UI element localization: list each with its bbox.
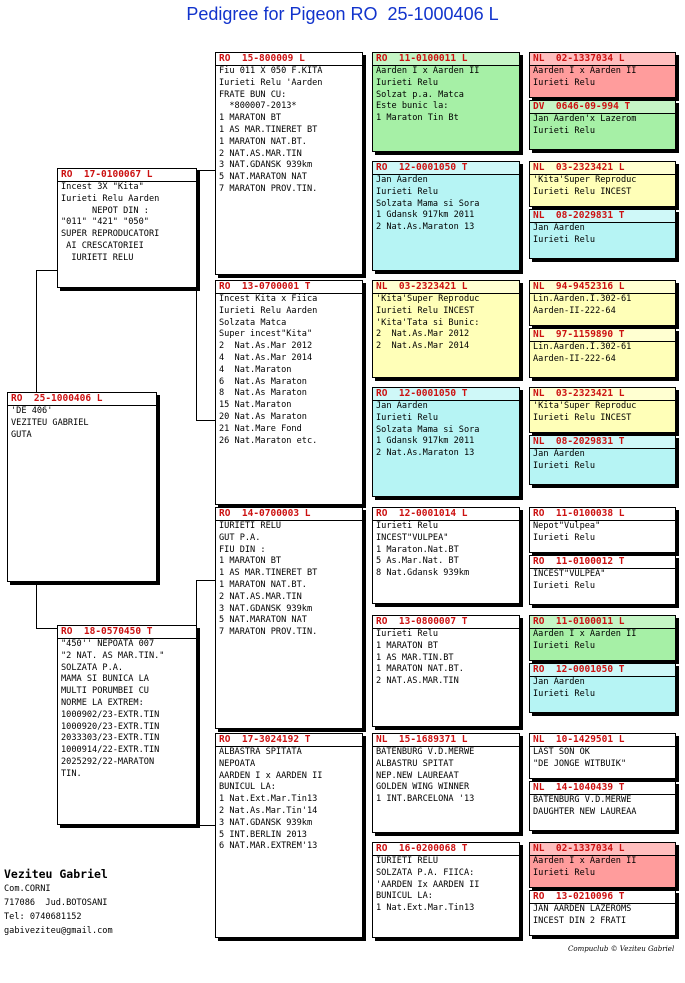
card-line: MULTI PORUMBEI CU (61, 686, 149, 697)
pedigree-card-g4-14 (529, 781, 676, 831)
pedigree-card-g4-2 (529, 100, 676, 150)
card-line: 1000920/23-EXTR.TIN (61, 721, 160, 732)
card-line: 3 NAT.GDANSK 939km (219, 603, 313, 614)
pedigree-card-g4-6 (529, 328, 676, 378)
card-line: 1 MARATON NAT.BT. (219, 579, 307, 590)
ring-number: RO 13-0800007 T (373, 616, 519, 629)
card-line: 2 Nat.As.Maraton 13 (376, 222, 475, 233)
card-line: Solzat p.a. Matca (376, 89, 464, 100)
footer-credit: Compuclub © Veziteu Gabriel (568, 945, 675, 953)
card-line: IURIETI RELU (61, 252, 134, 263)
card-line: JAN AARDEN LAZEROMS (533, 904, 632, 914)
card-line: AI CRESCATORIEI (61, 240, 144, 251)
card-line: SUPER REPRODUCATORI (61, 229, 160, 240)
owner-email: gabiveziteu@gmail.com (4, 926, 113, 936)
ring-number: RO 14-0700003 L (216, 508, 362, 521)
card-line: 1 Nat.Ext.Mar.Tin13 (219, 794, 318, 805)
connector-line (36, 628, 58, 629)
ring-number: NL 10-1429501 L (530, 734, 675, 747)
card-line: 1 MARATON NAT.BT. (219, 136, 307, 147)
card-line: AARDEN I x AARDEN II (219, 770, 323, 781)
card-line: Jan Aarden (376, 175, 428, 185)
card-line: 2 NAT.AS.MAR.TIN (219, 148, 302, 159)
connector-line (36, 580, 37, 628)
pedigree-card-g4-7 (529, 387, 676, 433)
pedigree-card-sire-sire (215, 52, 363, 275)
card-line: 8 Nat.As Maraton (219, 388, 307, 399)
ring-number: RO 13-0210096 T (530, 891, 675, 904)
card-line: 1 Gdansk 917km 2011 (376, 210, 475, 221)
pedigree-card-g4-1 (529, 52, 676, 98)
card-line: 1 MARATON BT (376, 640, 439, 651)
card-line: 2 Nat.As.Mar 2014 (376, 341, 470, 352)
card-line: ALBASTRA SPITATA (219, 747, 302, 757)
ring-number: RO 16-0200068 T (373, 843, 519, 856)
card-line: 1 Maraton.Nat.BT (376, 544, 459, 555)
pedigree-card-g4-11 (529, 615, 676, 661)
card-line: LAST SON OK (533, 747, 590, 757)
card-line: 'Kita'Super Reproduc (533, 401, 637, 411)
card-line: NORME LA EXTREM: (61, 697, 144, 708)
pedigree-card-dam-dam (215, 733, 363, 938)
card-line: FIU DIN : (219, 544, 266, 555)
card-line: "2 NAT. AS MAR.TIN." (61, 650, 165, 661)
ring-number: RO 11-0100011 L (530, 616, 675, 629)
card-line: 'Kita'Super Reproduc (533, 175, 637, 185)
card-line: INCEST"VULPEA" (533, 569, 606, 579)
card-line: 6 NAT.MAR.EXTREM'13 (219, 841, 318, 852)
pedigree-card-dam-sire (215, 507, 363, 729)
card-line: 1000914/22-EXTR.TIN (61, 745, 160, 756)
ring-number: DV 0646-09-994 T (530, 101, 675, 114)
card-line: Lin.Aarden.I.302-61 (533, 342, 632, 352)
card-line: Lin.Aarden.I.302-61 (533, 294, 632, 304)
card-line: 26 Nat.Maraton etc. (219, 435, 318, 446)
card-line: Jan Aarden (533, 223, 585, 233)
card-line: Iurieti Relu (533, 867, 596, 878)
page-title: Pedigree for Pigeon RO 25-1000406 L (186, 4, 499, 24)
card-line: Iurieti Relu (533, 460, 596, 471)
card-line: 2 Nat.As.Mar 2012 (376, 329, 470, 340)
card-line: ALBASTRU SPITAT (376, 758, 454, 769)
connector-line (196, 825, 216, 826)
card-line: 2 NAT.AS.MAR.TIN (219, 591, 302, 602)
owner-address: 717086 Jud.BOTOSANI (4, 898, 108, 908)
card-line: 1 MARATON BT (219, 113, 282, 124)
card-line: 8 Nat.Gdansk 939km (376, 568, 470, 579)
card-line: Super incest"Kita" (219, 329, 313, 340)
ring-number: RO 17-0100067 L (58, 169, 196, 182)
card-line: Iurieti Relu (376, 629, 439, 639)
pedigree-card-subject (7, 392, 157, 582)
card-line: 5 INT.BERLIN 2013 (219, 829, 307, 840)
card-line: SOLZATA P.A. (61, 662, 124, 673)
card-line: Fiu 011 X 050 F.KITA (219, 66, 323, 76)
pedigree-card-g3-2 (372, 161, 520, 271)
owner-info (4, 866, 204, 938)
pedigree-card-g4-10 (529, 555, 676, 605)
connector-line (196, 420, 216, 421)
ring-number: NL 03-2323421 L (530, 162, 675, 175)
card-line: Jan Aarden (533, 677, 585, 687)
card-line: FRATE BUN CU: (219, 89, 287, 100)
pedigree-card-g3-4 (372, 387, 520, 497)
card-line: Iurieti Relu INCEST (376, 305, 475, 316)
ring-number: NL 03-2323421 L (530, 388, 675, 401)
ring-number: NL 97-1159890 T (530, 329, 675, 342)
card-line: 1 AS MAR.TINERET BT (219, 124, 318, 135)
card-line: Aarden I x Aarden II (533, 66, 637, 76)
ring-number: RO 25-1000406 L (8, 393, 156, 406)
card-line: 6 Nat.As Maraton (219, 376, 307, 387)
card-line: INCEST DIN 2 FRATI (533, 915, 627, 926)
ring-number: NL 94-9452316 L (530, 281, 675, 294)
card-line: "450'' NEPOATA 007 (61, 639, 155, 649)
card-line: Iurieti Relu INCEST (533, 186, 632, 197)
ring-number: NL 02-1337034 L (530, 843, 675, 856)
card-line: 3 NAT.GDANSK 939km (219, 817, 313, 828)
owner-address: Com.CORNI (4, 884, 51, 894)
ring-number: RO 13-0700001 T (216, 281, 362, 294)
card-line: 'AARDEN Ix AARDEN II (376, 879, 480, 890)
pedigree-card-g3-8 (372, 842, 520, 938)
card-line: 5 NAT.MARATON NAT (219, 615, 307, 626)
card-line: 5 As.Mar.Nat. BT (376, 556, 459, 567)
card-line: Iurieti Relu (376, 77, 439, 88)
pedigree-card-dam (57, 625, 197, 825)
pedigree-card-sire (57, 168, 197, 288)
card-line: IURIETI RELU (376, 856, 439, 866)
card-line: VEZITEU GABRIEL (11, 417, 89, 428)
ring-number: RO 12-0001050 T (373, 388, 519, 401)
card-line: 5 NAT.MARATON NAT (219, 172, 307, 183)
ring-number: RO 11-0100012 T (530, 556, 675, 569)
card-line: 21 Nat.Mare Fond (219, 423, 302, 434)
card-line: 20 Nat.As Maraton (219, 411, 307, 422)
card-line: 1 AS MAR.TINERET BT (219, 568, 318, 579)
card-line: "DE JONGE WITBUIK" (533, 758, 627, 769)
pedigree-card-g4-13 (529, 733, 676, 779)
card-line: NEPOATA (219, 758, 256, 769)
card-line: BATENBURG V.D.MERWE (376, 747, 475, 757)
card-line: Solzata Matca (219, 317, 287, 328)
card-line: Jan Aarden (376, 401, 428, 411)
pedigree-card-g3-6 (372, 615, 520, 727)
card-line: 2033303/23-EXTR.TIN (61, 733, 160, 744)
card-line: 1 Gdansk 917km 2011 (376, 436, 475, 447)
card-line: 4 Nat.Maraton (219, 364, 292, 375)
ring-number: RO 11-0100038 L (530, 508, 675, 521)
ring-number: RO 11-0100011 L (373, 53, 519, 66)
pedigree-card-g3-3 (372, 280, 520, 378)
card-line: DAUGHTER NEW LAUREAA (533, 806, 637, 817)
card-line: 3 NAT.GDANSK 939km (219, 160, 313, 171)
ring-number: NL 03-2323421 L (373, 281, 519, 294)
card-line: Nepot"Vulpea" (533, 521, 601, 531)
ring-number: NL 02-1337034 L (530, 53, 675, 66)
card-line: BUNICUL LA: (376, 891, 433, 902)
ring-number: RO 12-0001050 T (530, 664, 675, 677)
ring-number: RO 15-800009 L (216, 53, 362, 66)
ring-number: RO 12-0001014 L (373, 508, 519, 521)
card-line: 2 NAT.AS.MAR.TIN (376, 676, 459, 687)
card-line: 4 Nat.As.Mar 2014 (219, 352, 313, 363)
card-line: Solzata Mama si Sora (376, 198, 480, 209)
card-line: 7 MARATON PROV.TIN. (219, 183, 318, 194)
card-line: 2025292/22-MARATON (61, 756, 155, 767)
card-line: Iurieti Relu (533, 77, 596, 88)
pedigree-card-g4-16 (529, 890, 676, 936)
card-line: Iurieti Relu INCEST (533, 412, 632, 423)
card-line: Iurieti Relu (376, 521, 439, 531)
card-line: Iurieti Relu (376, 412, 439, 423)
connector-line (36, 270, 58, 271)
pedigree-card-g4-12 (529, 663, 676, 713)
ring-number: RO 12-0001050 T (373, 162, 519, 175)
card-line: 1 AS MAR.TIN.BT (376, 652, 454, 663)
card-line: GUT P.A. (219, 532, 261, 543)
pedigree-card-g4-8 (529, 435, 676, 485)
card-line: 1 Nat.Ext.Mar.Tin13 (376, 903, 475, 914)
card-line: 2 Nat.As.Mar 2012 (219, 341, 313, 352)
ring-number: RO 18-0570450 T (58, 626, 196, 639)
connector-line (36, 270, 37, 394)
card-line: SOLZATA P.A. FIICA: (376, 867, 475, 878)
card-line: Iurieti Relu 'Aarden (219, 77, 323, 88)
card-line: Incest 3X "Kita" (61, 182, 144, 192)
card-line: 1000902/23-EXTR.TIN (61, 709, 160, 720)
card-line: *800007-2013* (219, 101, 297, 112)
pedigree-card-g4-5 (529, 280, 676, 326)
pedigree-card-g3-7 (372, 733, 520, 833)
ring-number: NL 08-2029831 T (530, 436, 675, 449)
card-line: Este bunic la: (376, 101, 449, 112)
card-line: Jan Aarden (533, 449, 585, 459)
card-line: NEP.NEW LAUREAAT (376, 770, 459, 781)
card-line: 15 Nat.Maraton (219, 400, 292, 411)
owner-phone: Tel: 0740681152 (4, 912, 82, 922)
card-line: 'Kita'Super Reproduc (376, 294, 480, 304)
card-line: Iurieti Relu (533, 532, 596, 543)
card-line: Incest Kita x Fiica (219, 294, 318, 304)
ring-number: NL 15-1689371 L (373, 734, 519, 747)
card-line: Iurieti Relu (376, 186, 439, 197)
card-line: 2 Nat.As.Maraton 13 (376, 448, 475, 459)
card-line: Iurieti Relu (533, 125, 596, 136)
card-line: GOLDEN WING WINNER (376, 782, 470, 793)
card-line: BATENBURG V.D.MERWE (533, 795, 632, 805)
card-line: Iurieti Relu (533, 234, 596, 245)
pedigree-card-sire-dam (215, 280, 363, 505)
card-line: MAMA SI BUNICA LA (61, 674, 149, 685)
card-line: 'DE 406' (11, 406, 53, 416)
ring-number: NL 08-2029831 T (530, 210, 675, 223)
ring-number: NL 14-1040439 T (530, 782, 675, 795)
card-line: Aarden I x Aarden II (533, 856, 637, 866)
card-line: TIN. (61, 768, 82, 779)
card-line: Aarden I x Aarden II (376, 66, 480, 76)
card-line: Iurieti Relu (533, 640, 596, 651)
pedigree-card-g4-3 (529, 161, 676, 207)
card-line: 7 MARATON PROV.TIN. (219, 627, 318, 638)
card-line: 1 MARATON BT (219, 556, 282, 567)
card-line: Jan Aarden'x Lazerom (533, 114, 637, 124)
card-line: Iurieti Relu (533, 688, 596, 699)
card-line: 2 Nat.As.Mar.Tin'14 (219, 805, 318, 816)
card-line: Aarden-II-222-64 (533, 305, 616, 316)
card-line: 'Kita'Tata si Bunic: (376, 317, 480, 328)
card-line: Aarden I x Aarden II (533, 629, 637, 639)
pedigree-card-g4-9 (529, 507, 676, 553)
pedigree-card-g4-15 (529, 842, 676, 888)
owner-name: Veziteu Gabriel (4, 867, 108, 881)
card-line: Iurieti Relu Aarden (219, 305, 318, 316)
card-line: INCEST"VULPEA" (376, 532, 449, 543)
card-line: Aarden-II-222-64 (533, 353, 616, 364)
card-line: "011" "421" "050" (61, 217, 149, 228)
card-line: Iurieti Relu (533, 580, 596, 591)
card-line: NEPOT DIN : (61, 205, 149, 216)
pedigree-card-g3-5 (372, 507, 520, 604)
pedigree-card-g4-4 (529, 209, 676, 259)
card-line: 1 Maraton Tin Bt (376, 113, 459, 124)
card-line: 1 MARATON NAT.BT. (376, 664, 464, 675)
card-line: Iurieti Relu Aarden (61, 193, 160, 204)
ring-number: RO 17-3024192 T (216, 734, 362, 747)
pedigree-card-g3-1 (372, 52, 520, 152)
connector-line (196, 580, 216, 581)
card-line: IURIETI RELU (219, 521, 282, 531)
card-line: 1 INT.BARCELONA '13 (376, 794, 475, 805)
card-line: Solzata Mama si Sora (376, 424, 480, 435)
card-line: BUNICUL LA: (219, 782, 276, 793)
connector-line (196, 170, 216, 171)
card-line: GUTA (11, 429, 32, 440)
